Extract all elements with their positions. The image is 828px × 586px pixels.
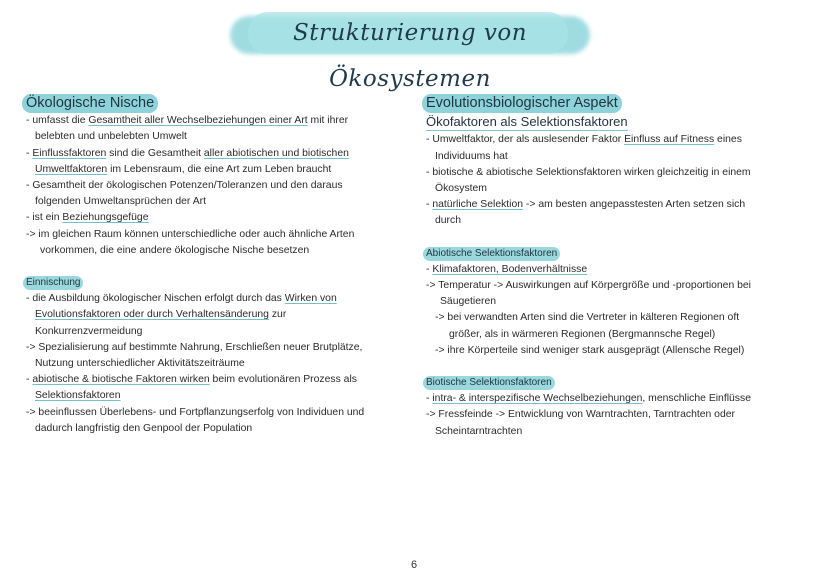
text-line bbox=[26, 129, 396, 145]
underlined-term: Einflussfaktoren bbox=[32, 147, 107, 159]
text-line bbox=[426, 165, 806, 181]
text-line bbox=[26, 194, 396, 210]
section-heading-abiotisch: Abiotische Selektionsfaktoren bbox=[423, 247, 560, 261]
underlined-term: Klimafaktoren, Bodenverhältnisse bbox=[432, 263, 588, 275]
text-span: Konkurrenzvermeidung bbox=[35, 325, 143, 337]
text-line bbox=[26, 227, 396, 243]
text-line bbox=[426, 343, 806, 359]
text-span: zur bbox=[268, 309, 287, 321]
biotic-lines bbox=[426, 391, 806, 440]
text-span: -> bei verwandten Arten sind die Vertreter in kälteren Regionen oft bbox=[435, 312, 740, 324]
text-line bbox=[26, 356, 396, 372]
text-span: - die Ausbildung ökologischer Nischen erfolgt durch das bbox=[26, 293, 285, 305]
oekofaktoren-lines bbox=[426, 132, 806, 229]
text-span: - biotische & abiotische Selektionsfaktoren wirken gleichzeitig in einem bbox=[426, 166, 751, 178]
text-line bbox=[426, 262, 806, 278]
text-span: - umfasst die bbox=[26, 115, 89, 127]
text-span: -> beeinflussen Überlebens- und Fortpflanzungserfolg von Individuen und bbox=[26, 406, 365, 418]
underlined-term: intra- & interspezifische Wechselbeziehungen bbox=[432, 393, 643, 405]
underlined-term: Umweltfaktoren bbox=[35, 163, 108, 175]
text-span: eines bbox=[714, 134, 742, 146]
text-span: -> Fressfeinde -> Entwicklung von Warntrachten, Tarntrachten oder bbox=[426, 409, 735, 421]
text-line bbox=[426, 407, 806, 423]
text-span: dadurch langfristig den Genpool der Population bbox=[35, 422, 253, 434]
underlined-term: Beziehungsgefüge bbox=[62, 212, 149, 224]
einnischung-lines bbox=[26, 291, 396, 437]
text-span: durch bbox=[435, 215, 461, 227]
underlined-term: Evolutionsfaktoren oder durch Verhaltensänderung bbox=[35, 309, 269, 321]
section-heading-biotisch: Biotische Selektionsfaktoren bbox=[423, 376, 555, 390]
text-span: -> am besten angepasstesten Arten setzen sich bbox=[523, 199, 746, 211]
nische-lines bbox=[26, 113, 396, 259]
section-heading-nische: Ökologische Nische bbox=[22, 94, 158, 113]
text-line bbox=[26, 146, 396, 162]
text-line bbox=[426, 310, 806, 326]
underlined-term: abiotische & biotische Faktoren wirken bbox=[32, 374, 210, 386]
text-line bbox=[426, 213, 806, 229]
text-line bbox=[26, 178, 396, 194]
text-span: - bbox=[26, 147, 33, 159]
text-line bbox=[426, 132, 806, 148]
text-line bbox=[426, 278, 806, 294]
text-span: beim evolutionären Prozess als bbox=[209, 374, 357, 386]
text-span: - ist ein bbox=[26, 212, 63, 224]
text-span: - bbox=[426, 199, 433, 211]
text-line bbox=[26, 340, 396, 356]
text-span: -> Temperatur -> Auswirkungen auf Körpergröße und -proportionen bei bbox=[426, 280, 751, 292]
text-line bbox=[426, 424, 806, 440]
text-line bbox=[26, 162, 396, 178]
text-line bbox=[426, 294, 806, 310]
underlined-term: Selektionsfaktoren bbox=[35, 390, 121, 402]
text-line bbox=[426, 181, 806, 197]
text-span: Individuums hat bbox=[435, 150, 508, 162]
abiotic-lines bbox=[426, 262, 806, 359]
text-line bbox=[26, 291, 396, 307]
text-span: - bbox=[426, 393, 433, 405]
underlined-term: Einfluss auf Fitness bbox=[624, 134, 715, 146]
text-span: größer, als in wärmeren Regionen (Bergmannsche Regel) bbox=[449, 328, 716, 340]
text-line bbox=[26, 372, 396, 388]
text-line bbox=[26, 243, 396, 259]
page-title-banner bbox=[230, 10, 590, 92]
text-span: Ökosystem bbox=[435, 183, 487, 195]
text-span: - bbox=[26, 374, 33, 386]
text-span: folgenden Umweltansprüchen der Art bbox=[35, 196, 206, 208]
text-span: mit ihrer bbox=[307, 115, 349, 127]
underlined-term: Gesamtheit aller Wechselbeziehungen einer Art bbox=[88, 115, 308, 127]
text-line bbox=[26, 210, 396, 226]
text-span: - Umweltfaktor, der als auslesender Faktor bbox=[426, 134, 625, 146]
text-span: vorkommen, die eine andere ökologische Nische besetzen bbox=[40, 244, 310, 256]
text-span: -> ihre Körperteile sind weniger stark ausgeprägt (Allensche Regel) bbox=[435, 344, 745, 356]
underlined-term: natürliche Selektion bbox=[432, 199, 524, 211]
text-span: -> im gleichen Raum können unterschiedliche oder auch ähnliche Arten bbox=[26, 228, 355, 240]
page-number: 6 bbox=[410, 559, 418, 571]
text-span: Scheintarntrachten bbox=[435, 425, 523, 437]
text-span: -> Spezialisierung auf bestimmte Nahrung, Erschließen neuer Brutplätze, bbox=[26, 341, 363, 353]
text-line bbox=[426, 149, 806, 165]
section-heading-evolution: Evolutionsbiologischer Aspekt bbox=[422, 94, 622, 113]
section-heading-einnischung: Einnischung bbox=[23, 276, 83, 290]
text-span: im Lebensraum, die eine Art zum Leben braucht bbox=[107, 163, 332, 175]
text-line bbox=[26, 388, 396, 404]
underlined-term: Wirken von bbox=[284, 293, 337, 305]
text-line bbox=[426, 391, 806, 407]
text-span: , menschliche Einflüsse bbox=[642, 393, 751, 405]
text-span: - Gesamtheit der ökologischen Potenzen/Toleranzen und den daraus bbox=[26, 180, 343, 192]
right-column bbox=[426, 94, 806, 440]
text-line bbox=[26, 405, 396, 421]
text-line bbox=[26, 324, 396, 340]
page-title: Strukturierung von Ökosystemen bbox=[292, 20, 528, 92]
left-column bbox=[26, 94, 396, 437]
text-line bbox=[426, 197, 806, 213]
text-span: sind die Gesamtheit bbox=[106, 147, 204, 159]
subheading-oekofaktoren: Ökofaktoren als Selektionsfaktoren bbox=[426, 114, 628, 130]
text-span: Nutzung unterschiedlicher Aktivitätszeiträume bbox=[35, 358, 245, 370]
text-span: - bbox=[426, 263, 433, 275]
text-span: Säugetieren bbox=[440, 296, 497, 308]
text-line bbox=[26, 307, 396, 323]
text-line bbox=[26, 113, 396, 129]
text-line bbox=[426, 327, 806, 343]
text-line bbox=[26, 421, 396, 437]
text-span: belebten und unbelebten Umwelt bbox=[35, 131, 187, 143]
underlined-term: aller abiotischen und biotischen bbox=[203, 147, 349, 159]
